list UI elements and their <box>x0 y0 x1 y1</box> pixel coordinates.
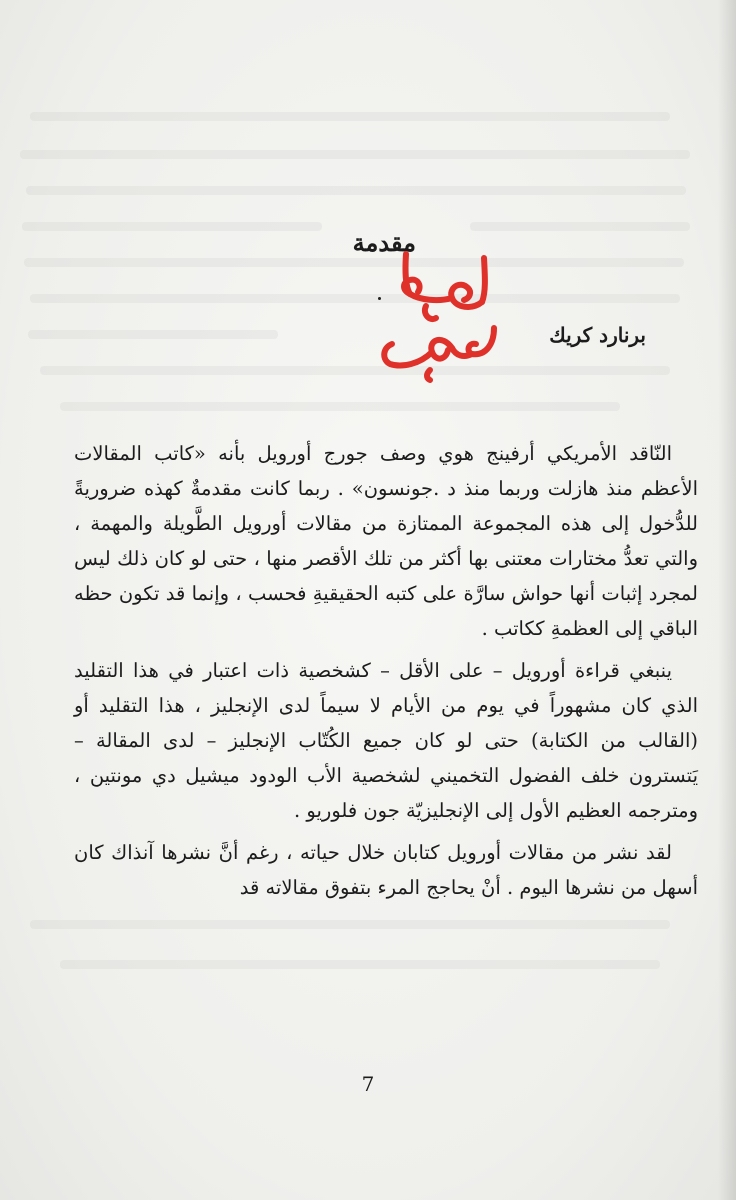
paragraph-3: لقد نشر من مقالات أورويل كتابان خلال حياته ، رغم أنَّ نشرها آنذاك كان أسهل من نشرها اليوم . أنْ يحاجج المرء بتفوق مقالاته قد <box>74 841 698 899</box>
author-name: برنارد كريك <box>549 323 646 347</box>
paragraph-2: ينبغي قراءة أورويل – على الأقل – كشخصية ذات اعتبار في هذا التقليد الذي كان مشهوراً في يوم من الأيام لا سيماً لدى الإنجليز ، هذا التقليد أو (القالب من الكتابة) حتى لو كان جميع الكُتّاب الإنجليز – لدى المقالة – يَتسترون خلف الفضول التخميني لشخصية الأب الودود ميشيل دي مونتين ، ومترجمه العظيم الأول إلى الإنجليزيّة جون فلوريو . <box>74 659 698 822</box>
page-edge-shadow <box>718 0 736 1200</box>
page-number: 7 <box>361 1072 375 1096</box>
body-text <box>74 436 698 912</box>
paragraph-1: النّاقد الأمريكي أرفينج هوي وصف جورج أورويل بأنه «كاتب المقالات الأعظم منذ هازلت وربما منذ د .جونسون» . ربما كانت مقدمةٌ كهذه ضروريةً للدُّخول إلى هذه المجموعة الممتازة من مقالات أورويل الطَّويلة والمهمة ، والتي تعدُّ مختارات معتنى بها أكثر من تلك الأقصر منها ، حتى لو كان ذلك ليس لمجرد إثبات أنها حواش سارَّة على كتبه الحقيقيةِ فحسب ، وإنما قد تكون حظه الباقي إلى العظمةِ ككاتب . <box>74 442 698 640</box>
handwritten-signature <box>372 236 502 396</box>
chapter-heading: مقدمة <box>352 228 416 257</box>
